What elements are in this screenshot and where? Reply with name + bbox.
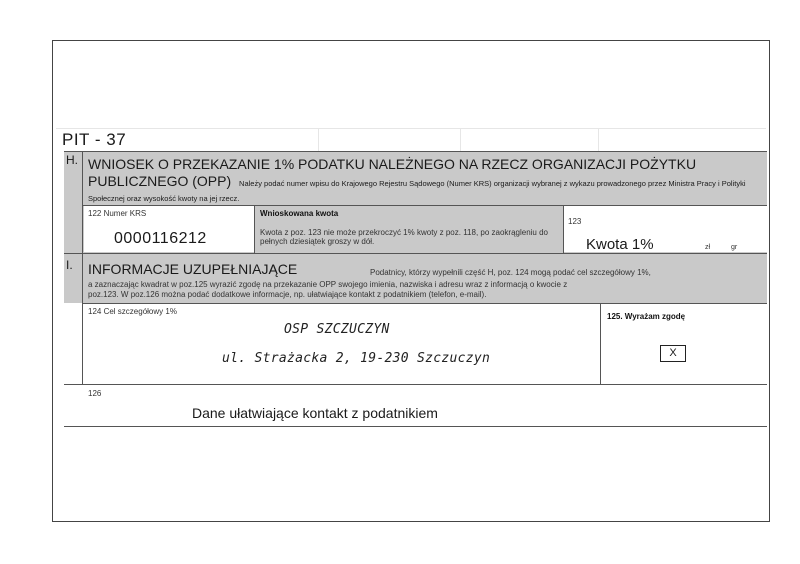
section-h-note: Należy podać numer wpisu do Krajowego Rejestru Sądowego (Numer KRS) organizacji wybranej z wykazu prowadzonego przez Ministra Pracy i Polityki Społecznej oraz wysokość kwoty na jej rzecz. (88, 179, 746, 203)
divider (254, 205, 255, 253)
krs-label: 122 Numer KRS (88, 209, 147, 218)
section-h-heading (88, 157, 758, 172)
goal-address[interactable]: ul. Strażacka 2, 19-230 Szczuczyn (222, 351, 491, 366)
divider (82, 303, 767, 304)
section-h-heading-line1: WNIOSEK O PRZEKAZANIE 1% PODATKU NALEŻNEGO NA RZECZ ORGANIZACJI POŻYTKU (88, 156, 697, 172)
consent-label: 125. Wyrażam zgodę (607, 312, 686, 321)
consent-checkbox[interactable]: X (660, 345, 686, 362)
section-h-heading-line2: PUBLICZNEGO (OPP) (88, 173, 232, 189)
amount-value[interactable]: Kwota 1% (586, 236, 654, 253)
section-i-heading: INFORMACJE UZUPEŁNIAJĄCE (88, 261, 298, 277)
requested-label: Wnioskowana kwota (260, 209, 339, 218)
section-h-letter: H. (66, 153, 78, 167)
goal-label: 124 Cel szczegółowy 1% (88, 307, 177, 316)
section-i-letter: I. (66, 258, 73, 272)
divider (64, 426, 767, 427)
extra-label: 126 (88, 389, 102, 398)
section-i-note: Podatnicy, którzy wypełnili część H, poz. 124 mogą podać cel szczegółowy 1%, (370, 268, 651, 277)
requested-note: Kwota z poz. 123 nie może przekroczyć 1% kwoty z poz. 118, po zaokrągleniu do pełnych dziesiątek groszy w dół. (260, 228, 549, 246)
currency-gr: gr (731, 244, 738, 251)
goal-organization[interactable]: OSP SZCZUCZYN (284, 322, 390, 337)
currency-zl: zł (705, 244, 711, 251)
divider (82, 151, 83, 253)
divider (600, 303, 601, 384)
section-i-note-3: poz.123. W poz.126 można podać dodatkowe informacje, np. ułatwiające kontakt z podatnikiem (telefon, e-mail). (88, 290, 487, 299)
divider (82, 254, 83, 384)
contact-info[interactable]: Dane ułatwiające kontakt z podatnikiem (192, 405, 438, 421)
amount-label: 123 (568, 217, 582, 226)
krs-number[interactable]: 0000116212 (114, 230, 207, 247)
section-i-note-2: a zaznaczając kwadrat w poz.125 wyrazić zgodę na przekazanie OPP swojego imienia, nazwiska i adresu wraz z informacją o kwocie z (88, 280, 568, 289)
section-h-heading-2 (88, 174, 748, 204)
divider (64, 151, 767, 152)
form-title: PIT - 37 (62, 130, 127, 149)
divider (64, 384, 767, 385)
